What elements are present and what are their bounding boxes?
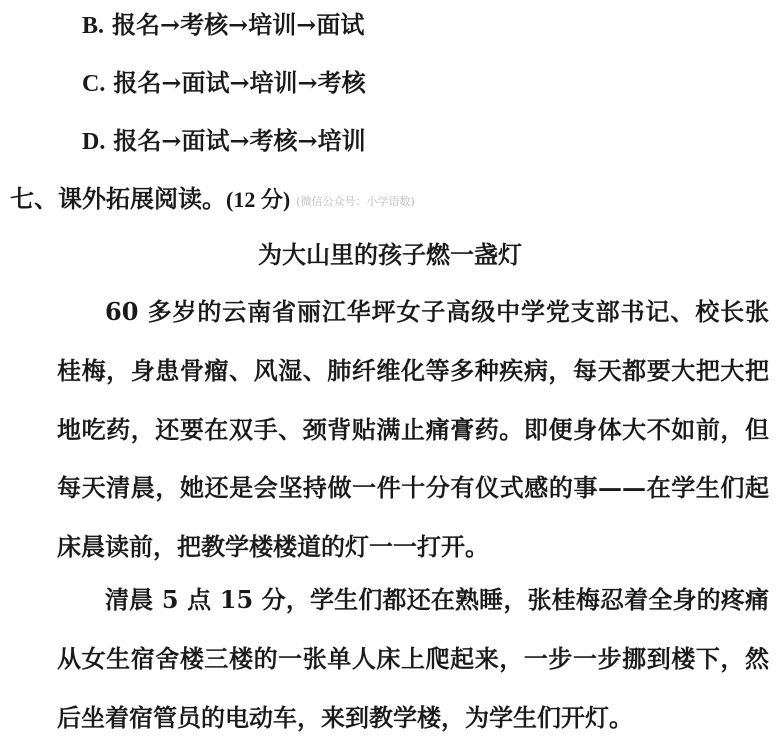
option-letter: C. <box>82 71 106 97</box>
option-letter: B. <box>82 13 105 39</box>
article-paragraph: 清晨 5 点 15 分，学生们都还在熟睡，张桂梅忍着全身的疼痛从女生宿舍楼三楼的一张单人床上爬起来，一步一步挪到楼下，然后坐着宿管员的电动车，来到教学楼，为学生们开灯。 <box>57 585 769 732</box>
watermark-note: (微信公众号：小学语数) <box>296 195 415 208</box>
section-heading <box>10 182 415 216</box>
option-text: 报名→面试→考核→培训 <box>113 126 366 155</box>
section-title: 七、课外拓展阅读。 <box>10 184 226 213</box>
section-score: (12 分) <box>226 187 291 212</box>
option-letter: D. <box>82 129 106 155</box>
article-paragraph: 60 多岁的云南省丽江华坪女子高级中学党支部书记、校长张桂梅，身患骨瘤、风湿、肺纤维化等多种疾病，每天都要大把大把地吃药，还要在双手、颈背贴满止痛膏药。即便身体大不如前，但每天清晨，她还是会坚持做一件十分有仪式感的事——在学生们起床晨读前，把教学楼楼道的灯一一打开。 <box>57 297 769 562</box>
option-text: 报名→考核→培训→面试 <box>112 10 365 39</box>
option-c <box>82 66 366 100</box>
article-title: 为大山里的孩子燃一盏灯 <box>258 240 522 269</box>
option-text: 报名→面试→培训→考核 <box>113 68 366 97</box>
option-b <box>82 8 364 42</box>
option-d <box>82 124 366 158</box>
